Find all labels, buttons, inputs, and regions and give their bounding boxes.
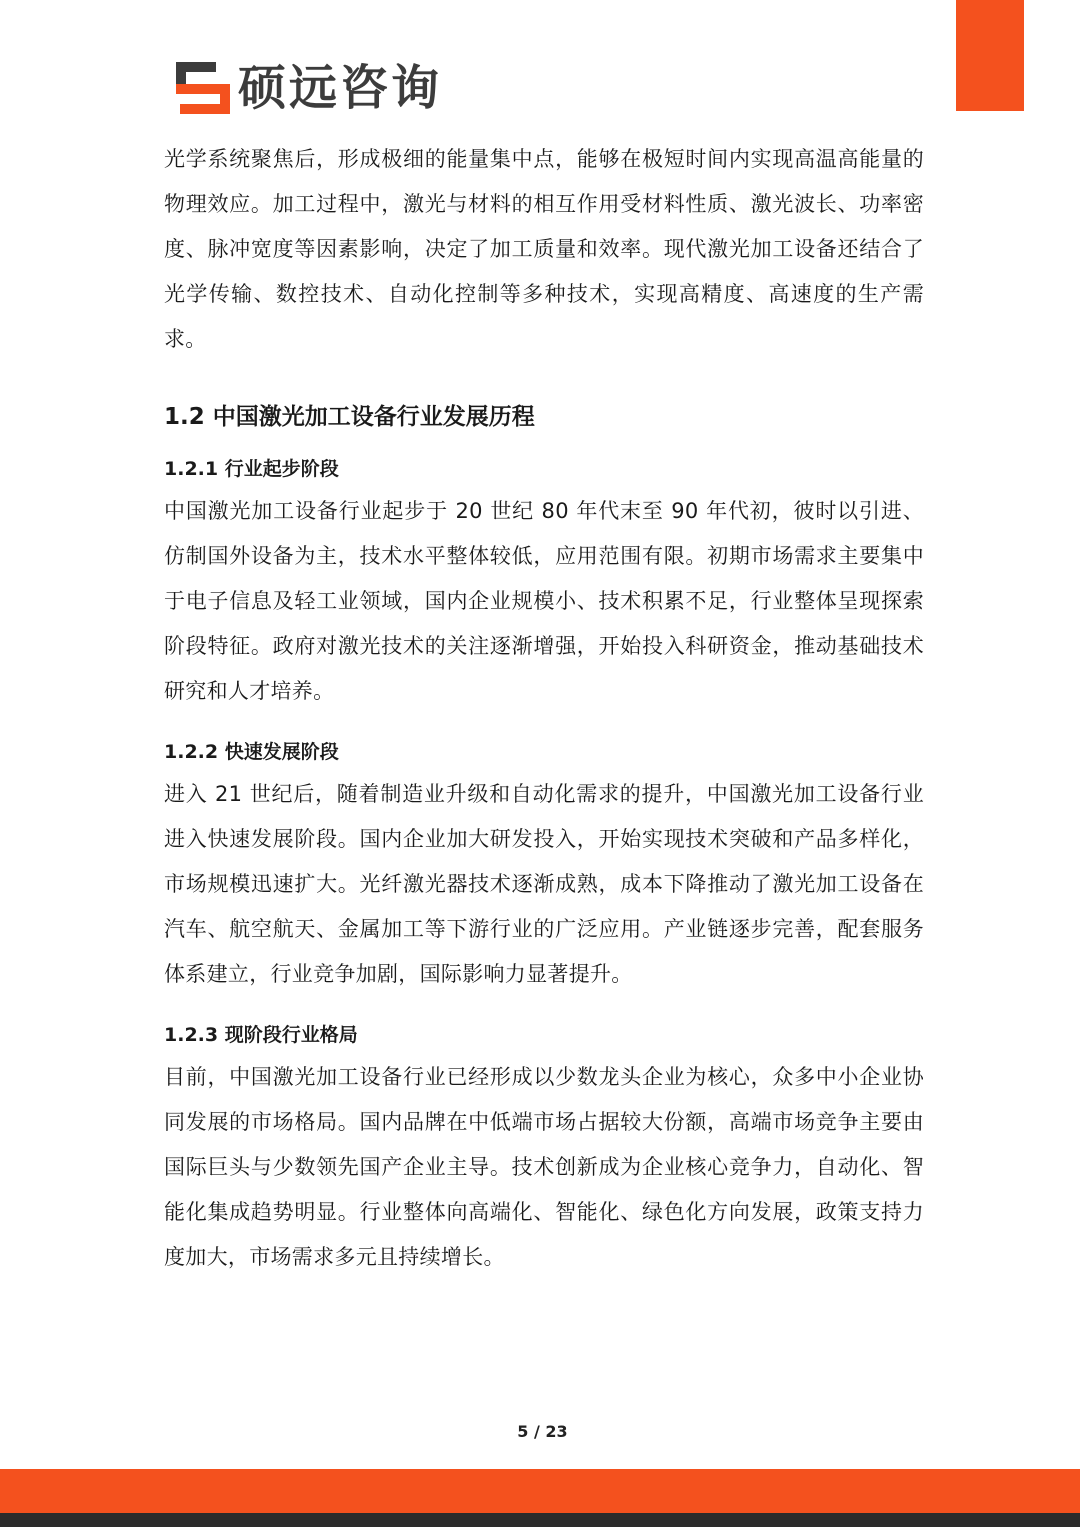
page-number: 5 / 23	[517, 1422, 568, 1441]
section-heading: 1.2 中国激光加工设备行业发展历程	[164, 404, 535, 430]
logo-mark-icon	[176, 62, 230, 114]
brand-logo	[176, 60, 442, 116]
subsection-heading-1-2-3: 1.2.3 现阶段行业格局	[164, 1024, 358, 1046]
footer-accent-band	[0, 1469, 1080, 1513]
intro-paragraph: 光学系统聚焦后，形成极细的能量集中点，能够在极短时间内实现高温高能量的物理效应。加工过程中，激光与材料的相互作用受材料性质、激光波长、功率密度、脉冲宽度等因素影响，决定了加工质量和效率。现代激光加工设备还结合了光学传输、数控技术、自动化控制等多种技术，实现高精度、高速度的生产需求。	[164, 147, 924, 351]
subsection-paragraph-1-2-1: 中国激光加工设备行业起步于 20 世纪 80 年代末至 90 年代初，彼时以引进、仿制国外设备为主，技术水平整体较低，应用范围有限。初期市场需求主要集中于电子信息及轻工业领域，国内企业规模小、技术积累不足，行业整体呈现探索阶段特征。政府对激光技术的关注逐渐增强，开始投入科研资金，推动基础技术研究和人才培养。	[164, 499, 924, 703]
subsection-paragraph-1-2-3: 目前，中国激光加工设备行业已经形成以少数龙头企业为核心，众多中小企业协同发展的市场格局。国内品牌在中低端市场占据较大份额，高端市场竞争主要由国际巨头与少数领先国产企业主导。技术创新成为企业核心竞争力，自动化、智能化集成趋势明显。行业整体向高端化、智能化、绿色化方向发展，政策支持力度加大，市场需求多元且持续增长。	[164, 1065, 924, 1269]
brand-name: 硕远咨询	[238, 60, 443, 116]
corner-accent-bar	[956, 0, 1024, 111]
subsection-heading-1-2-2: 1.2.2 快速发展阶段	[164, 741, 339, 763]
subsection-paragraph-1-2-2: 进入 21 世纪后，随着制造业升级和自动化需求的提升，中国激光加工设备行业进入快速发展阶段。国内企业加大研发投入，开始实现技术突破和产品多样化，市场规模迅速扩大。光纤激光器技术逐渐成熟，成本下降推动了激光加工设备在汽车、航空航天、金属加工等下游行业的广泛应用。产业链逐步完善，配套服务体系建立，行业竞争加剧，国际影响力显著提升。	[164, 782, 924, 986]
subsection-heading-1-2-1: 1.2.1 行业起步阶段	[164, 458, 339, 480]
footer-dark-strip	[0, 1513, 1080, 1527]
document-body	[164, 137, 924, 1280]
